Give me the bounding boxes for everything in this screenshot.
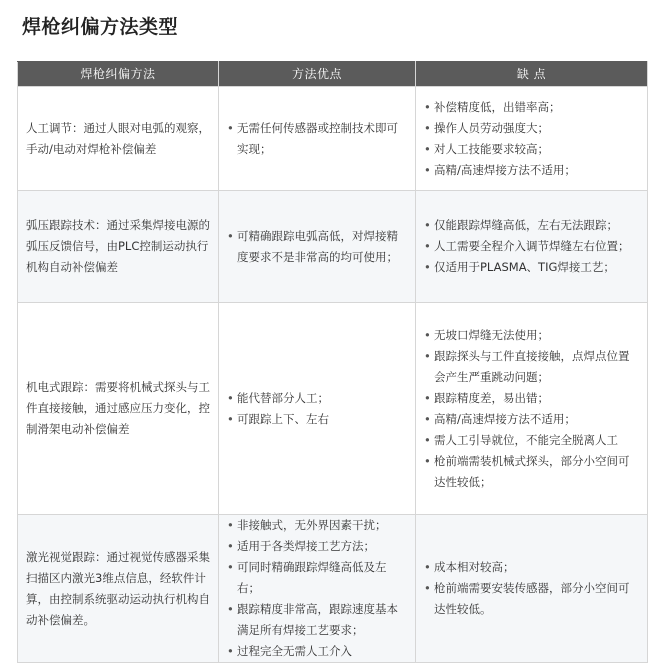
list-item: • 无坡口焊缝无法使用； [424,325,639,346]
table-row [18,515,648,663]
list-item: • 补偿精度低，出错率高； [424,97,639,118]
list-item: • 跟踪精度差，易出错； [424,388,639,409]
method-text: 激光视觉跟踪：通过视觉传感器采集扫描区内激光3维点信息，经软件计算，由控制系统驱动运动执行机构自动补偿偏差。 [26,549,210,627]
method-cell [18,191,219,303]
pros-cell [219,87,416,191]
list-item: • 可同时精确跟踪焊缝高低及左右； [227,557,407,599]
method-text: 人工调节：通过人眼对电弧的观察，手动/电动对焊枪补偿偏差 [26,120,210,156]
page-title: 焊枪纠偏方法类型 [22,16,179,38]
list-item: • 可跟踪上下、左右 [227,409,407,430]
list-item: • 高精/高速焊接方法不适用； [424,160,639,181]
list-item: • 能代替部分人工； [227,388,407,409]
cons-list [424,97,639,181]
list-item: • 跟踪探头与工件直接接触，点焊点位置会产生严重跳动问题； [424,346,639,388]
table-row [18,87,648,191]
pros-cell [219,191,416,303]
cons-list [424,215,639,278]
list-item: • 过程完全无需人工介入 [227,641,407,662]
list-item: • 无需任何传感器或控制技术即可实现； [227,118,407,160]
list-item: • 非接触式，无外界因素干扰； [227,515,407,536]
method-cell [18,87,219,191]
list-item: • 仅能跟踪焊缝高低，左右无法跟踪； [424,215,639,236]
cons-cell [416,191,648,303]
cons-list [424,325,639,493]
list-item: • 可精确跟踪电弧高低，对焊接精度要求不是非常高的均可使用； [227,226,407,268]
pros-cell [219,303,416,515]
pros-list [227,226,407,268]
list-item: • 操作人员劳动强度大； [424,118,639,139]
list-item: • 枪前端需装机械式探头，部分小空间可达性较低； [424,451,639,493]
method-text: 机电式跟踪：需要将机械式探头与工件直接接触，通过感应压力变化，控制滑架电动补偿偏差 [26,380,210,436]
cons-cell [416,303,648,515]
list-item: • 仅适用于PLASMA、TIG焊接工艺； [424,257,639,278]
pros-cell [219,515,416,663]
cons-cell [416,515,648,663]
pros-list [227,388,407,430]
header-pros: 方法优点 [219,62,416,87]
pros-list [227,118,407,160]
cons-list [424,557,639,620]
method-text: 弧压跟踪技术：通过采集焊接电源的弧压反馈信号，由PLC控制运动执行机构自动补偿偏差 [26,218,210,274]
list-item: • 高精/高速焊接方法不适用； [424,409,639,430]
table-row [18,191,648,303]
list-item: • 适用于各类焊接工艺方法； [227,536,407,557]
list-item: • 人工需要全程介入调节焊缝左右位置； [424,236,639,257]
header-method: 焊枪纠偏方法 [18,62,219,87]
table-header-row [18,62,648,87]
comparison-table [17,61,648,663]
list-item: • 需人工引导就位，不能完全脱离人工 [424,430,639,451]
method-cell [18,515,219,663]
list-item: • 跟踪精度非常高，跟踪速度基本满足所有焊接工艺要求； [227,599,407,641]
table-row [18,303,648,515]
pros-list [227,515,407,662]
cons-cell [416,87,648,191]
method-cell [18,303,219,515]
list-item: • 对人工技能要求较高； [424,139,639,160]
list-item: • 成本相对较高； [424,557,639,578]
header-cons: 缺 点 [416,62,648,87]
list-item: • 枪前端需要安装传感器，部分小空间可达性较低。 [424,578,639,620]
